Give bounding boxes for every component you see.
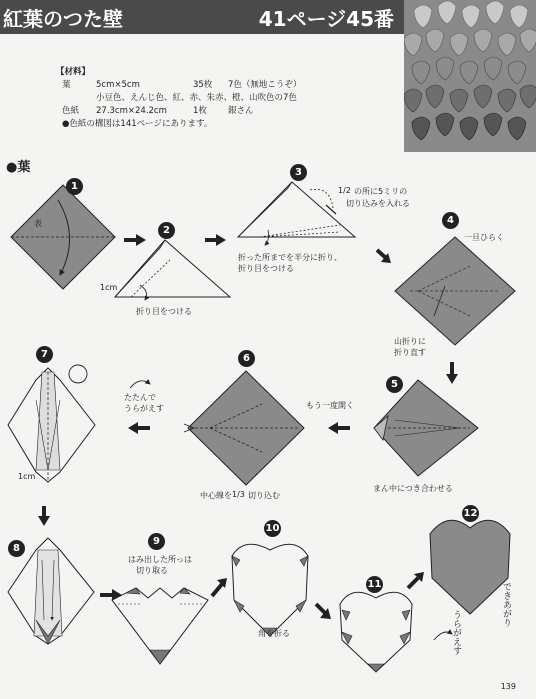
step11-diagram (340, 592, 452, 672)
step-number-9: 9 (148, 533, 165, 550)
step-number-7: 7 (36, 346, 53, 363)
step-number-2: 2 (158, 222, 175, 239)
step7-diagram (8, 365, 150, 482)
leaf-colors-detail: 小豆色、えんじ色、紅、赤、朱赤、橙、山吹色の7色 (96, 93, 297, 103)
label-fold-half-2: 折り目をつける (238, 264, 294, 273)
step2-diagram (115, 240, 230, 300)
step-number-6: 6 (238, 350, 255, 367)
label-fold-crease: 折り目をつける (136, 307, 192, 316)
label-1cm-b: 1cm (18, 472, 36, 481)
step-number-1: 1 (66, 178, 83, 195)
step-number-8: 8 (8, 540, 25, 557)
label-center-cut-1: 中心線を (200, 491, 232, 500)
materials-note: ●色紙の構図は141ページにあります。 (62, 119, 213, 129)
paper-size: 27.3cm×24.2cm (96, 106, 167, 116)
step4-diagram (395, 237, 515, 345)
arrow-11-12 (408, 578, 418, 588)
step10-diagram (232, 544, 308, 636)
step-number-3: 3 (290, 164, 307, 181)
label-fold-half-1: 折った所までを半分に折り、 (238, 253, 342, 262)
label-mountain-2: 折り直す (394, 348, 426, 357)
step-number-11: 11 (366, 576, 383, 593)
label-unfold-once: 一旦ひらく (464, 233, 504, 242)
label-half-fraction: 1/2 (338, 186, 351, 195)
label-mountain-1: 山折りに (394, 337, 426, 346)
page-number: 139 (500, 682, 516, 691)
label-trim-1: はみ出した所っは (128, 555, 192, 564)
paper-type: 銀さん (228, 106, 254, 116)
label-align-center: まん中につき合わせる (373, 484, 453, 493)
leaf-colors: 7色（無地こうぞ） (228, 80, 302, 90)
label-half-cut-1: の所に5ミリの (354, 187, 408, 196)
label-center-cut-2: 切り込む (248, 491, 280, 500)
label-fold-flip-1: たたんで (124, 393, 156, 402)
paper-count: 1枚 (193, 106, 207, 116)
section-title: ●葉 (6, 160, 31, 175)
leaf-count: 35枚 (193, 80, 213, 90)
step-number-10: 10 (264, 520, 281, 537)
label-done: できあがり (501, 582, 511, 627)
label-fold-flip-2: うらがえす (124, 404, 164, 413)
arrow-3-4 (377, 250, 386, 258)
step6-diagram (184, 371, 304, 485)
page-reference: 41ページ45番 (258, 7, 394, 31)
step12-diagram (430, 520, 510, 614)
leaf-label: 葉 (62, 80, 71, 90)
step-number-4: 4 (442, 212, 459, 229)
step9-diagram (112, 588, 208, 664)
materials-heading: 【材料】 (56, 67, 91, 77)
step5-diagram (374, 380, 478, 476)
label-front-side: 表 (34, 219, 42, 228)
label-open-again: もう一度開く (306, 401, 354, 410)
step1-diagram (11, 185, 115, 289)
label-flip-over: うらがえす (451, 610, 461, 655)
arrow-9-10 (212, 584, 222, 596)
paper-label: 色紙 (62, 106, 80, 116)
label-fold-corners: 角を折る (258, 629, 290, 638)
leaf-size: 5cm×5cm (96, 80, 140, 90)
step-number-12: 12 (462, 505, 479, 522)
label-1cm-a: 1cm (100, 283, 118, 292)
label-half-cut-2: 切り込みを入れる (346, 199, 410, 208)
label-trim-2: 切り取る (136, 566, 168, 575)
step-number-5: 5 (386, 376, 403, 393)
label-center-cut-fraction: 1/3 (232, 490, 245, 499)
page-title: 紅葉のつた壁 (3, 7, 123, 31)
